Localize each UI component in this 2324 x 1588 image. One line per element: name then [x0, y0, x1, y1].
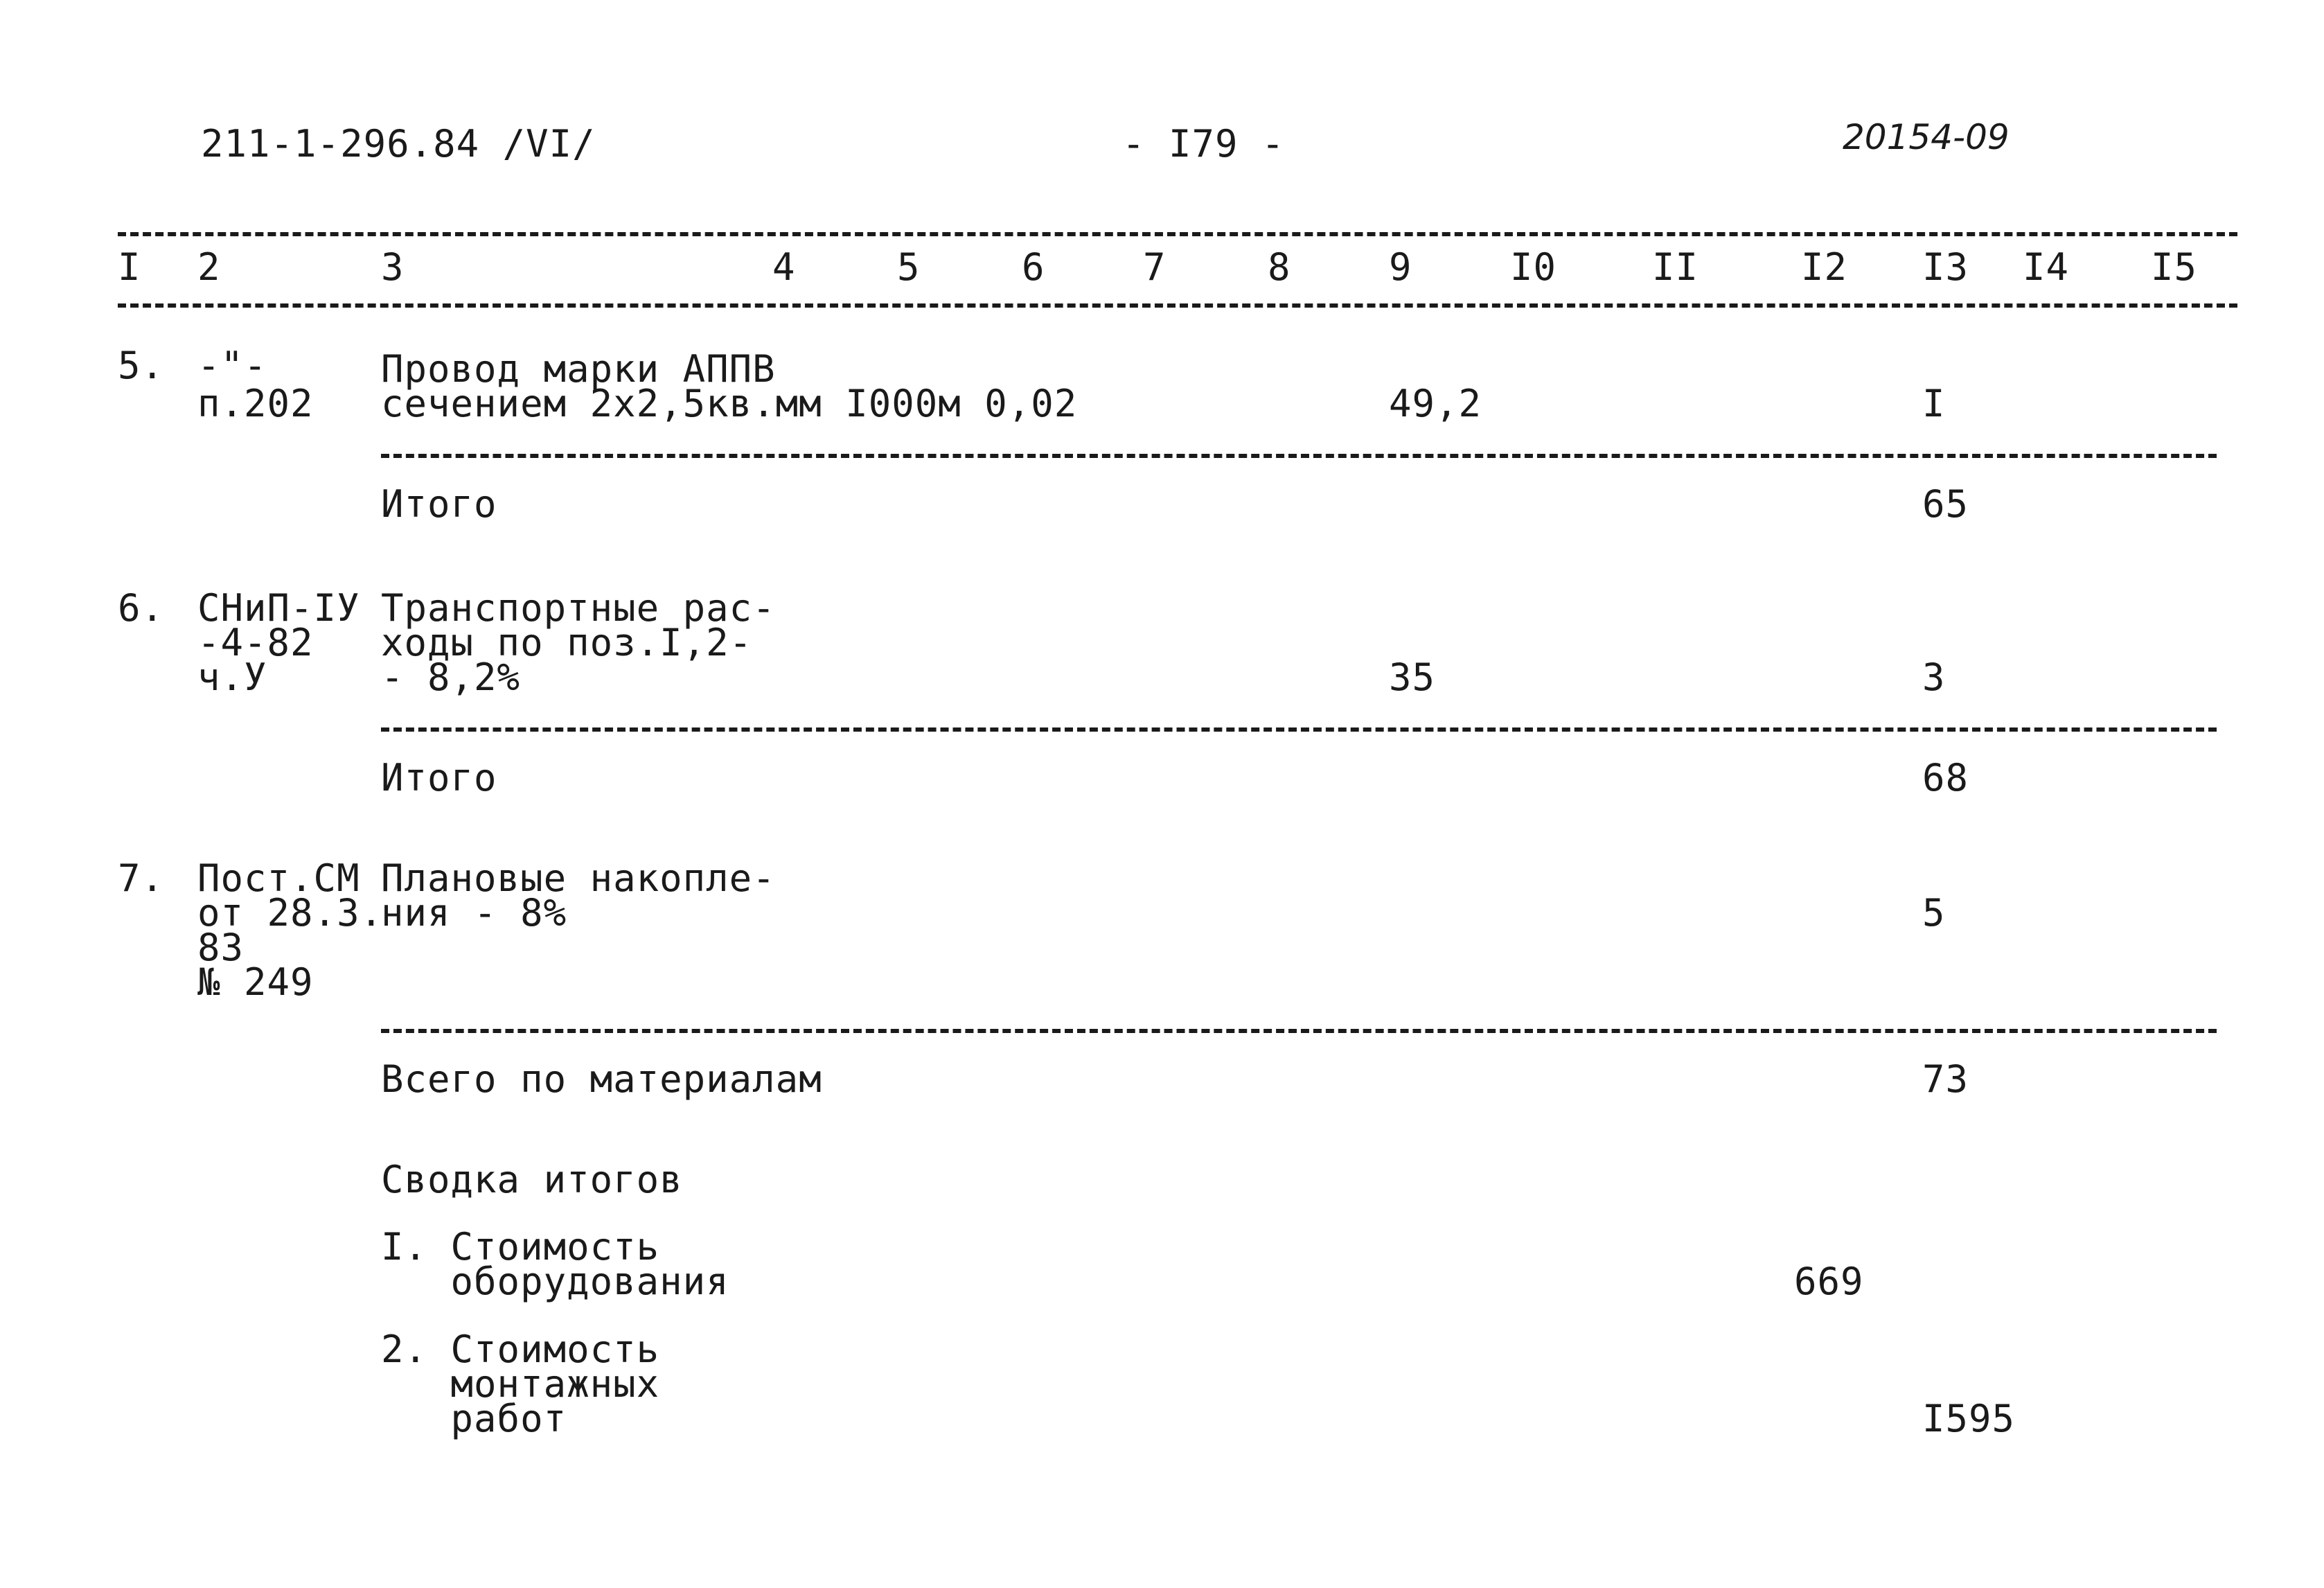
col-header-13: I3: [1922, 245, 1969, 289]
cell-col9: 49,2: [1389, 382, 1482, 425]
col-header-11: II: [1652, 245, 1699, 289]
page-number: - I79 -: [1122, 122, 1285, 166]
row-description-line: Плановые накопле-: [381, 856, 776, 900]
cell-col13: 3: [1922, 655, 1946, 699]
row-description-line: Провод марки АППВ: [381, 347, 776, 391]
row-number: 6.: [118, 586, 165, 630]
col-header-12: I2: [1801, 245, 1848, 289]
summary-item-line: I. Стоимость: [381, 1225, 660, 1269]
cell-col12: 669: [1794, 1260, 1864, 1303]
subtotal-rule: [381, 1029, 2217, 1033]
col-header-15: I5: [2151, 245, 2198, 289]
summary-title: Сводка итогов: [381, 1158, 683, 1201]
row-reference-line: от 28.3.: [197, 891, 384, 935]
summary-item-line: 2. Стоимость: [381, 1327, 660, 1371]
row-reference-line: п.202: [197, 382, 314, 425]
cell-col13: 73: [1922, 1057, 1969, 1101]
subtotal-label: Итого: [381, 756, 497, 800]
col-header-9: 9: [1389, 245, 1412, 289]
col-header-10: I0: [1510, 245, 1557, 289]
header-rule-top: [118, 232, 2237, 236]
row-reference-line: Пост.СМ: [197, 856, 360, 900]
cell-col13: 68: [1922, 756, 1969, 800]
summary-item-line: работ: [381, 1397, 567, 1440]
row-reference-line: № 249: [197, 960, 314, 1004]
row-description-line: сечением 2х2,5кв.мм I000м 0,02: [381, 382, 1078, 425]
cell-col13: I595: [1922, 1397, 2016, 1440]
row-number: 7.: [118, 856, 165, 900]
subtotal-label: Итого: [381, 482, 497, 526]
row-description-line: - 8,2%: [381, 655, 521, 699]
row-number: 5.: [118, 344, 165, 387]
summary-item-line: оборудования: [381, 1260, 729, 1303]
col-header-1: I: [118, 245, 141, 289]
cell-col13: 5: [1922, 891, 1946, 935]
col-header-6: 6: [1022, 245, 1045, 289]
row-description-line: Транспортные рас-: [381, 586, 776, 630]
row-reference-line: ч.У: [197, 655, 267, 699]
col-header-14: I4: [2023, 245, 2070, 289]
row-reference-line: -4-82: [197, 621, 314, 664]
document-code: 211-1-296.84 /VI/: [201, 122, 596, 166]
header-rule-bottom: [118, 303, 2237, 308]
col-header-4: 4: [772, 245, 796, 289]
cell-col13: 65: [1922, 482, 1969, 526]
col-header-2: 2: [197, 245, 221, 289]
cell-col13: I: [1922, 382, 1946, 425]
row-reference-line: СНиП-IУ: [197, 586, 360, 630]
subtotal-rule: [381, 727, 2217, 732]
row-description-line: ния - 8%: [381, 891, 567, 935]
row-reference-line: -"-: [197, 344, 267, 387]
archive-number: 20154-09: [1843, 117, 2010, 157]
cell-col9: 35: [1389, 655, 1436, 699]
col-header-5: 5: [897, 245, 921, 289]
subtotal-rule: [381, 454, 2217, 458]
grand-total-label: Всего по материалам: [381, 1057, 822, 1101]
row-description-line: ходы по поз.I,2-: [381, 621, 753, 664]
row-reference-line: 83: [197, 926, 245, 969]
summary-item-line: монтажных: [381, 1362, 660, 1406]
col-header-8: 8: [1268, 245, 1291, 289]
col-header-3: 3: [381, 245, 405, 289]
col-header-7: 7: [1143, 245, 1167, 289]
